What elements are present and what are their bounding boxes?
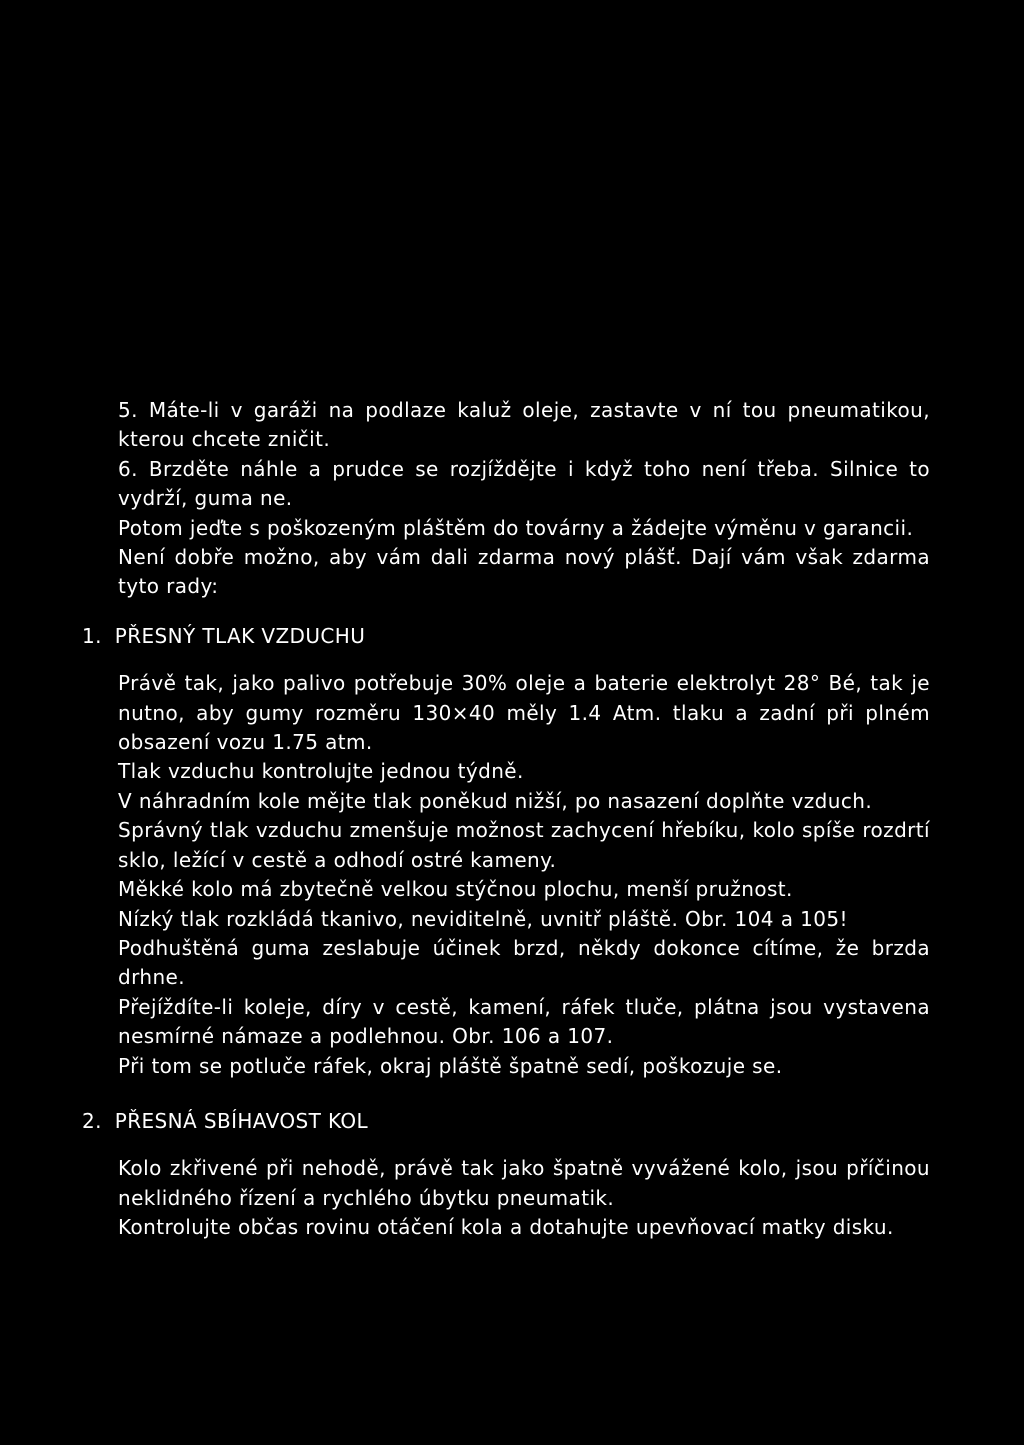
section-title: PŘESNÝ TLAK VZDUCHU: [114, 623, 366, 648]
text-body: [82, 396, 930, 1243]
intro-block: [118, 396, 930, 602]
paragraph: Právě tak, jako palivo potřebuje 30% oleje a baterie elektrolyt 28° Bé, tak je nutno, aby gumy rozměru 130×40 měly 1.4 Atm. tlaku a zadní při plném obsazení vozu 1.75 atm.: [118, 671, 930, 755]
paragraph: V náhradním kole mějte tlak poněkud nižší, po nasazení doplňte vzduch.: [118, 788, 873, 813]
section-heading: [82, 622, 930, 651]
section-wheel-alignment: [82, 1107, 930, 1243]
paragraph: Nízký tlak rozkládá tkanivo, neviditelně, uvnitř pláště. Obr. 104 a 105!: [118, 906, 848, 931]
section-heading: [82, 1107, 930, 1136]
paragraph: Kolo zkřivené při nehodě, právě tak jako špatně vyvážené kolo, jsou příčinou neklidného řízení a rychlého úbytku pneumatik.: [118, 1156, 930, 1210]
intro-item-5: 5. Máte-li v garáži na podlaze kaluž oleje, zastavte v ní tou pneumatikou, kterou chcete zničit.: [118, 398, 930, 452]
paragraph: Přejíždíte-li koleje, díry v cestě, kamení, ráfek tluče, plátna jsou vystavena nesmírné námaze a podlehnou. Obr. 106 a 107.: [118, 994, 930, 1049]
paragraph: Správný tlak vzduchu zmenšuje možnost zachycení hřebíku, kolo spíše rozdrtí sklo, ležící v cestě a odhodí ostré kameny.: [118, 818, 930, 872]
section-air-pressure: [82, 622, 930, 1081]
section-body: [118, 669, 930, 1081]
section-number: 1.: [82, 623, 102, 648]
section-body: [118, 1154, 930, 1242]
intro-advice: Není dobře možno, aby vám dali zdarma nový plášť. Dají vám však zdarma tyto rady:: [118, 545, 930, 599]
intro-warranty: Potom jeďte s poškozeným pláštěm do továrny a žádejte výměnu v garancii.: [118, 515, 914, 540]
paragraph: Kontrolujte občas rovinu otáčení kola a dotahujte upevňovací matky disku.: [118, 1215, 894, 1240]
paragraph: Tlak vzduchu kontrolujte jednou týdně.: [118, 759, 524, 784]
paragraph: Podhuštěná guma zeslabuje účinek brzd, někdy dokonce cítíme, že brzda drhne.: [118, 935, 930, 990]
section-title: PŘESNÁ SBÍHAVOST KOL: [114, 1108, 369, 1133]
section-number: 2.: [82, 1108, 102, 1133]
paragraph: Při tom se potluče ráfek, okraj pláště špatně sedí, poškozuje se.: [118, 1053, 783, 1078]
intro-item-6: 6. Brzděte náhle a prudce se rozjíždějte i když toho není třeba. Silnice to vydrží, guma ne.: [118, 456, 930, 511]
paragraph: Měkké kolo má zbytečně velkou stýčnou plochu, menší pružnost.: [118, 877, 793, 902]
